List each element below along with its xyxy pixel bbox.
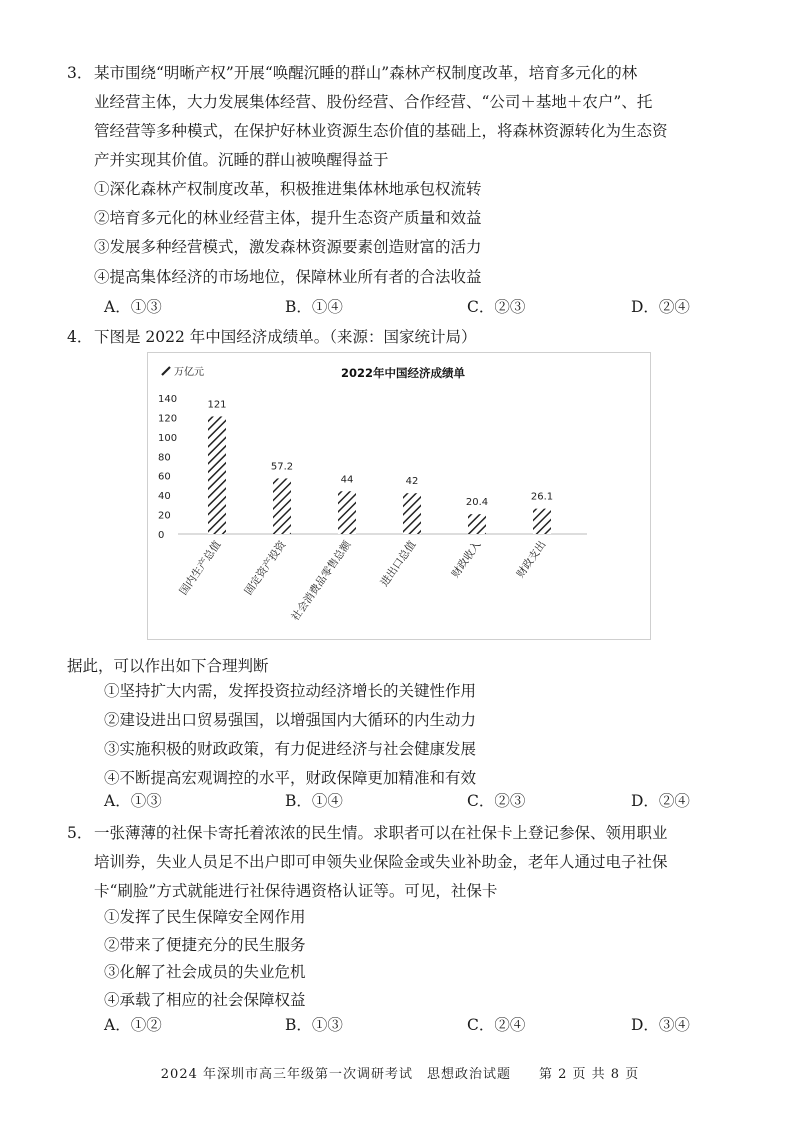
statement-1: ①深化森林产权制度改革，积极推进集体林地承包权流转 [94, 180, 482, 198]
bar [533, 509, 551, 534]
option-a: A．①② [104, 1016, 162, 1034]
statement-4: ④提高集体经济的市场地位，保障林业所有者的合法收益 [94, 268, 482, 286]
question-number: 5． [67, 824, 93, 842]
bar [208, 416, 226, 534]
option-b: B．①④ [285, 792, 343, 810]
option-c: C．②③ [467, 298, 526, 316]
pen-icon [162, 367, 170, 375]
statement-2: ②培育多元化的林业经营主体，提升生态资产质量和效益 [94, 209, 482, 227]
data-label: 26.1 [530, 491, 554, 503]
y-axis-label: 万亿元 [174, 367, 204, 378]
option-c: C．②③ [467, 792, 526, 810]
statement-2: ②带来了便捷充分的民生服务 [104, 936, 306, 954]
option-a: A．①③ [104, 298, 162, 316]
statement-4: ④不断提高宏观调控的水平，财政保障更加精准和有效 [104, 769, 477, 787]
question-number: 4． [67, 328, 93, 346]
data-label: 44 [340, 474, 354, 486]
bar-chart [147, 352, 651, 640]
x-tick-label: 财政支出 [514, 538, 549, 581]
statement-1: ①发挥了民生保障安全网作用 [104, 908, 306, 926]
page-footer: 2024 年深圳市高三年级第一次调研考试 思想政治试题 第 2 页 共 8 页 [160, 1067, 640, 1082]
statement-4: ④承载了相应的社会保障权益 [104, 991, 306, 1009]
y-tick-label: 80 [158, 452, 171, 464]
option-c: C．②④ [467, 1016, 526, 1034]
question-stem-line: 业经营主体，大力发展集体经营、股份经营、合作经营、“公司＋基地＋农户”、托 [94, 93, 653, 111]
question-stem-line: 卡“刷脸”方式就能进行社保待遇资格认证等。可见，社保卡 [94, 882, 498, 900]
statement-3: ③实施积极的财政政策，有力促进经济与社会健康发展 [104, 740, 477, 758]
x-tick-label: 国内生产总值 [177, 538, 224, 598]
data-label: 57.2 [270, 461, 294, 473]
question-stem-line: 培训券，失业人员足不出户即可申领失业保险金或失业补助金，老年人通过电子社保 [94, 853, 668, 871]
x-tick-label: 固定资产投资 [242, 538, 289, 598]
bar [468, 514, 486, 534]
bar [403, 493, 421, 534]
x-tick-label: 社会消费品零售总额 [289, 538, 354, 624]
data-label: 121 [207, 399, 227, 411]
option-b: B．①③ [285, 1016, 343, 1034]
data-label: 42 [405, 476, 419, 488]
question-stem-line: 管经营等多种模式，在保护好林业资源生态价值的基础上，将森林资源转化为生态资 [94, 122, 668, 140]
question-stem-line: 一张薄薄的社保卡寄托着浓浓的民生情。求职者可以在社保卡上登记参保、领用职业 [94, 824, 668, 842]
data-label: 20.4 [465, 497, 489, 509]
question-continuation: 据此，可以作出如下合理判断 [67, 657, 269, 675]
question-stem-line: 某市围绕“明晰产权”开展“唤醒沉睡的群山”森林产权制度改革，培育多元化的林 [94, 64, 638, 82]
y-tick-label: 20 [158, 510, 171, 522]
statement-2: ②建设进出口贸易强国，以增强国内大循环的内生动力 [104, 711, 477, 729]
question-stem-line: 下图是 2022 年中国经济成绩单。（来源：国家统计局） [94, 328, 477, 346]
y-tick-label: 60 [158, 471, 171, 483]
bar [338, 491, 356, 534]
option-a: A．①③ [104, 792, 162, 810]
y-tick-label: 0 [158, 530, 165, 541]
y-tick-label: 40 [158, 491, 171, 503]
ylabel-group [162, 365, 204, 378]
x-tick-label: 财政收入 [449, 538, 484, 581]
statement-1: ①坚持扩大内需，发挥投资拉动经济增长的关键性作用 [104, 682, 477, 700]
statement-3: ③发展多种经营模式，激发森林资源要素创造财富的活力 [94, 238, 482, 256]
y-tick-label: 140 [158, 394, 178, 405]
option-d: D．③④ [631, 1016, 690, 1034]
option-d: D．②④ [631, 298, 690, 316]
option-d: D．②④ [631, 792, 690, 810]
y-tick-label: 100 [158, 432, 178, 444]
bar-chart-svg [148, 353, 650, 639]
x-tick-label: 进出口总值 [378, 538, 419, 589]
bar [273, 478, 291, 534]
y-tick-label: 120 [158, 413, 178, 425]
chart-title: 2022年中国经济成绩单 [340, 366, 466, 380]
statement-3: ③化解了社会成员的失业危机 [104, 963, 306, 981]
question-stem-line: 产并实现其价值。沉睡的群山被唤醒得益于 [94, 151, 389, 169]
option-b: B．①④ [285, 298, 343, 316]
question-number: 3． [67, 64, 93, 82]
